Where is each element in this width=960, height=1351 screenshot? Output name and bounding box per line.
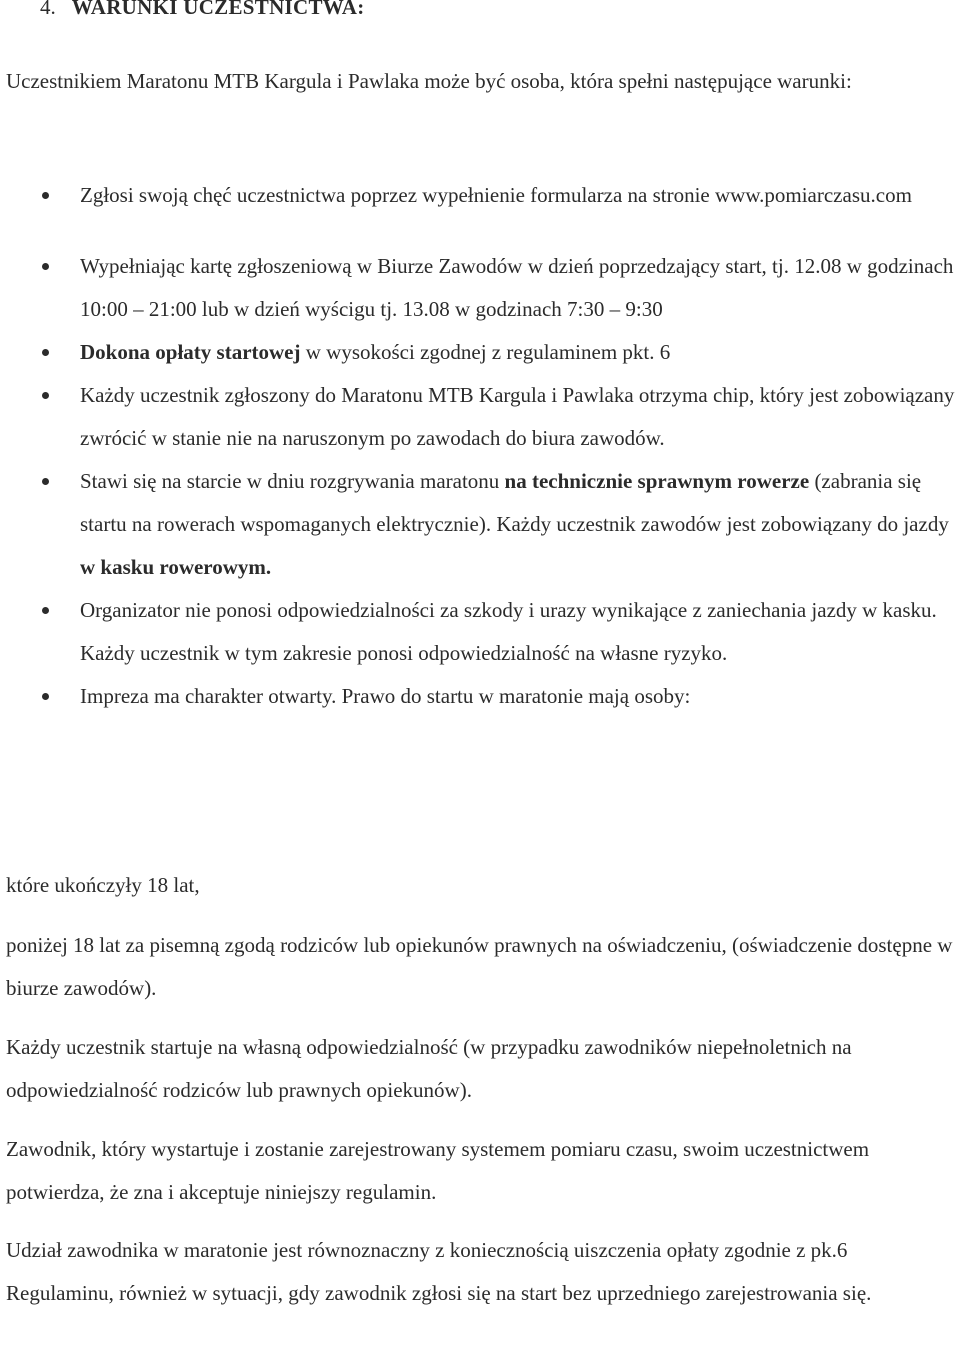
bullet-icon [42,349,49,356]
list-item [0,374,960,460]
list-item-text: Impreza ma charakter otwarty. Prawo do startu w maratonie mają osoby: [80,684,691,708]
list-item-text-bold: na technicznie sprawnym rowerze [504,469,810,493]
list-item-text: Wypełniając kartę zgłoszeniową w Biurze Zawodów w dzień poprzedzający start, tj. 12.08 w godzinach 10:00 – 21:00 lub w dzień wyścigu tj. 13.08 w godzinach 7:30 – 9:30 [80,254,954,321]
list-item-text: Stawi się na starcie w dniu rozgrywania maratonu [80,469,505,493]
list-item-text: Organizator nie ponosi odpowiedzialności za szkody i urazy wynikające z zaniechania jazdy w kasku. Każdy uczestnik w tym zakresie ponosi odpowiedzialność na własne ryzyko. [80,598,937,665]
bullet-icon [42,607,49,614]
bullet-icon [42,693,49,700]
paragraph-minors: poniżej 18 lat za pisemną zgodą rodziców lub opiekunów prawnych na oświadczeniu, (oświadczenie dostępne w biurze zawodów). [6,933,953,1000]
bullet-icon [42,263,49,270]
list-item-text: w wysokości zgodnej z regulaminem pkt. 6 [300,340,671,364]
list-item [0,331,960,374]
list-item [0,460,960,589]
paragraph-adults: które ukończyły 18 lat, [6,873,200,897]
bullet-icon [42,392,49,399]
list-item [0,589,960,675]
list-item-text: Zgłosi swoją chęć uczestnictwa poprzez wypełnienie formularza na stronie www.pomiarczasu.com [80,183,912,207]
section-title: WARUNKI UCZESTNICTWA: [71,0,365,19]
list-item-text-bold: w kasku rowerowym. [80,555,272,579]
intro-paragraph: Uczestnikiem Maratonu MTB Kargula i Pawlaka może być osoba, która spełni następujące warunki: [6,69,852,93]
bullet-icon [42,192,49,199]
bullet-icon [42,478,49,485]
list-item [0,675,960,718]
list-item [0,174,960,217]
paragraph-responsibility: Każdy uczestnik startuje na własną odpowiedzialność (w przypadku zawodników niepełnoletnich na odpowiedzialność rodziców lub prawnych opiekunów). [6,1035,852,1102]
paragraph-fee: Udział zawodnika w maratonie jest równoznaczny z koniecznością uiszczenia opłaty zgodnie z pk.6 Regulaminu, również w sytuacji, gdy zawodnik zgłosi się na start bez uprzedniego zarejestrowania się. [6,1238,872,1305]
list-item-text: (zabrania się startu na rowerach wspomaganych elektrycznie). Każdy uczestnik zawodów jest zobowiązany do jazdy [80,469,949,536]
list-item-text-bold: Dokona opłaty startowej [80,340,301,364]
section-heading [40,0,365,29]
list-item-text: Każdy uczestnik zgłoszony do Maratonu MTB Kargula i Pawlaka otrzyma chip, który jest zobowiązany zwrócić w stanie nie na naruszonym po zawodach do biura zawodów. [80,383,955,450]
paragraph-acceptance: Zawodnik, który wystartuje i zostanie zarejestrowany systemem pomiaru czasu, swoim uczestnictwem potwierdza, że zna i akceptuje niniejszy regulamin. [6,1137,870,1204]
conditions-list [0,174,960,718]
list-item [0,245,960,331]
section-number: 4. [40,0,56,19]
